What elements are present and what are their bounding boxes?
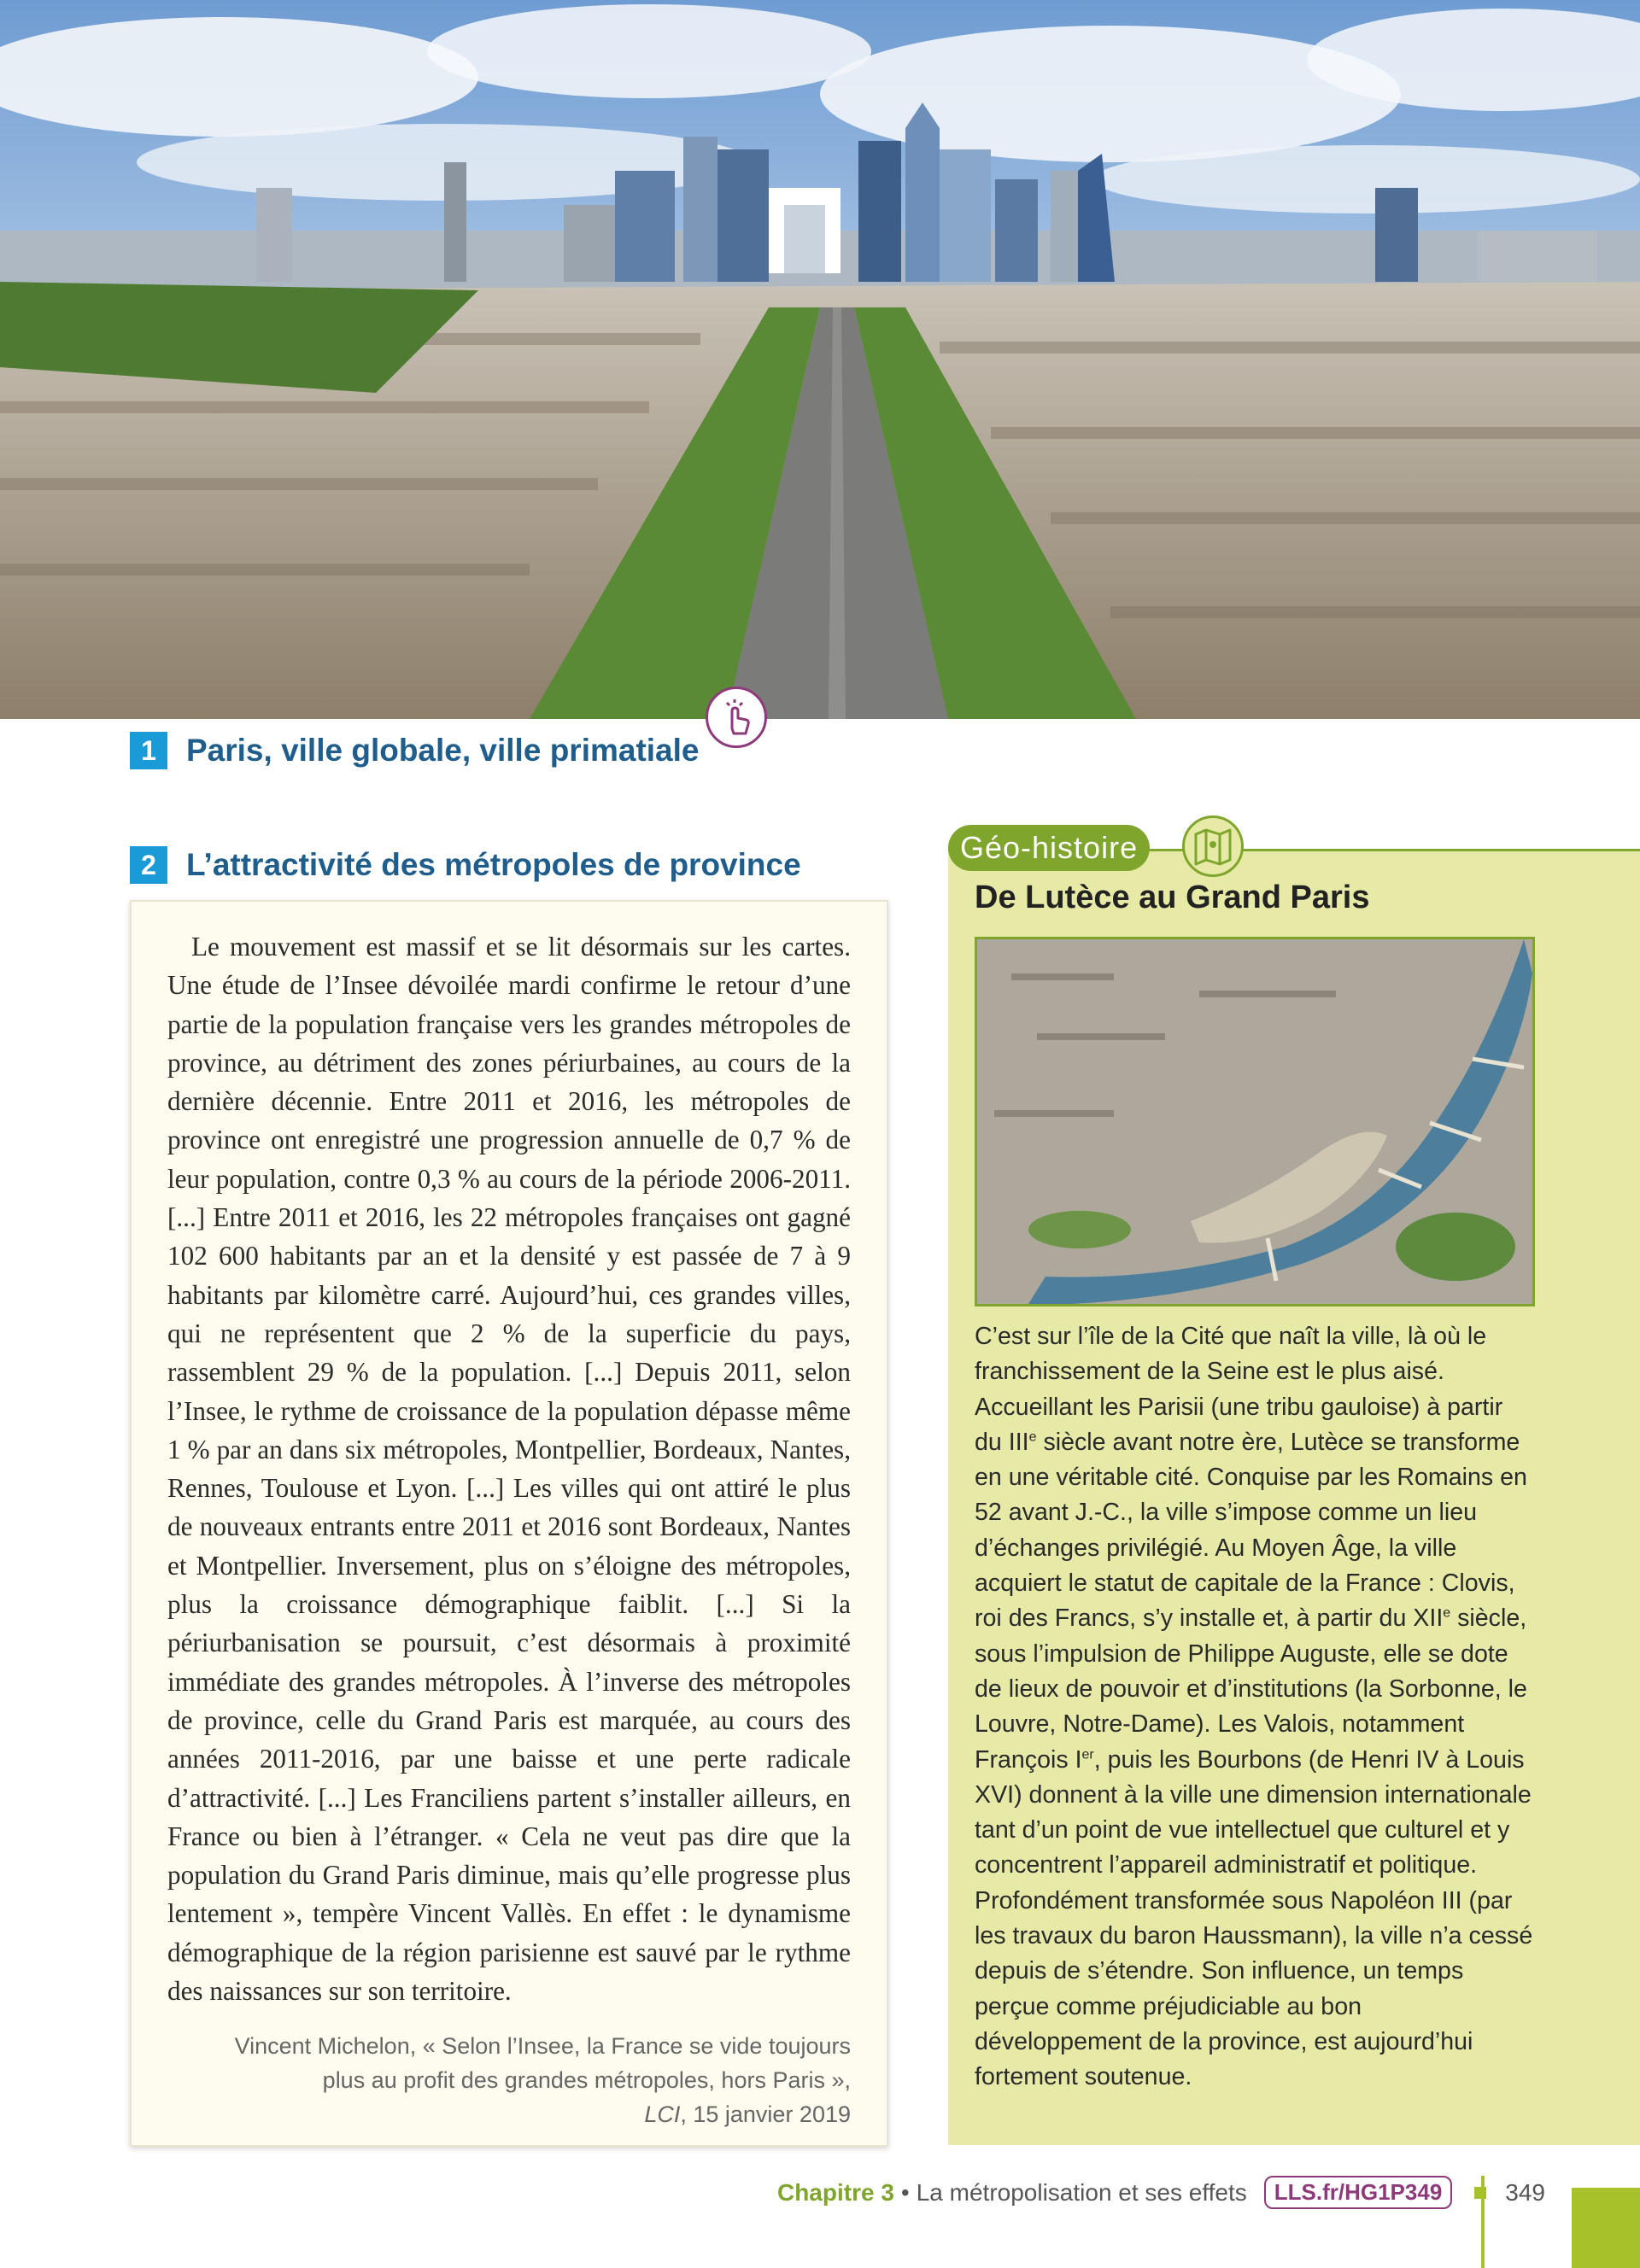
doc1-number: 1 <box>130 732 167 769</box>
doc2-number: 2 <box>130 846 167 884</box>
geo-text-part-4: , puis les Bourbons (de Henri IV à Louis XVI) donnent à la ville une dimension internationale tant d’un point de vue intellectuel que culturel et y concentrent l’appareil administratif et politique. Profondément transformée sous Napoléon III (par les travaux du baron Haussmann), la ville n’a cessé depuis de s’étendre. Son influence, un temps perçue comme préjudiciable au bon développement de la province, est aujourd’hui fortement soutenue. <box>975 1745 1533 2091</box>
doc2-heading <box>130 846 801 884</box>
source-media: LCI <box>644 2101 681 2128</box>
touch-hand-icon[interactable] <box>706 687 767 748</box>
footer-lls-link[interactable]: LLS.fr/HG1P349 <box>1264 2176 1453 2209</box>
footer-separator: • <box>900 2178 910 2206</box>
page-edge-tab <box>1572 2188 1640 2268</box>
doc2-title: L’attractivité des métropoles de province <box>186 847 801 882</box>
geo-text-part-3: siècle, sous l’impulsion de Philippe Auguste, elle se dote de lieux de pouvoir et d’institutions (la Sorbonne, le Louvre, Notre-Dame). Les Valois, notamment François I <box>975 1605 1527 1774</box>
page-number: 349 <box>1505 2178 1545 2206</box>
page-footer <box>777 2176 1545 2209</box>
source-date: , 15 janvier 2019 <box>680 2101 851 2128</box>
geo-sup-2: e <box>1443 1605 1451 1621</box>
doc1-title: Paris, ville globale, ville primatiale <box>186 733 700 768</box>
ile-de-la-cite-aerial-photo <box>975 937 1535 1306</box>
geo-text-part-1: C’est sur l’île de la Cité que naît la ville, là où le franchissement de la Seine est le plus aisé. Accueillant les Parisii (une tribu gauloise) à partir du III <box>975 1323 1503 1456</box>
footer-chapter-title: La métropolisation et ses effets <box>916 2178 1247 2206</box>
hero-photo-paris-la-defense <box>0 0 1640 719</box>
article-source <box>167 2029 851 2131</box>
geo-histoire-text <box>975 1319 1534 2096</box>
geo-histoire-title: De Lutèce au Grand Paris <box>975 880 1370 915</box>
source-line-3 <box>167 2097 851 2131</box>
map-icon <box>1182 815 1244 877</box>
geo-sup-3: er <box>1081 1747 1094 1762</box>
geo-text-part-2: siècle avant notre ère, Lutèce se transforme en une véritable cité. Conquise par les Romains en 52 avant J.-C., la ville s’impose comme un lieu d’échanges privilégié. Au Moyen Âge, la ville acquiert le statut de capitale de la France : Clovis, roi des Francs, s’y installe et, à partir du XII <box>975 1428 1527 1633</box>
article-text: Le mouvement est massif et se lit désormais sur les cartes. Une étude de l’Insee dévoilée mardi confirme le retour d’une partie de la population française vers les grandes métropoles de province, au détriment des zones périurbaines, au cours de la dernière décennie. Entre 2011 et 2016, les métropoles de province ont enregistré une progression annuelle de 0,7 % de leur population, contre 0,3 % au cours de la période 2006-2011. [...] Entre 2011 et 2016, les 22 métropoles françaises ont gagné 102 600 habitants par an et la densité y est passée de 7 à 9 habitants par kilomètre carré. Aujourd’hui, ces grandes villes, qui ne représentent que 2 % de la superficie du pays, rassemblent 29 % de la population. [...] Depuis 2011, selon l’Insee, le rythme de croissance de la population dépasse même 1 % par an dans six métropoles, Montpellier, Bordeaux, Nantes, Rennes, Toulouse et Lyon. [...] Les villes qui ont attiré le plus de nouveaux entrants entre 2011 et 2016 sont Bordeaux, Nantes et Montpellier. Inversement, plus on s’éloigne des métropoles, plus la croissance démographique faiblit. [...] Si la périurbanisation se poursuit, c’est désormais à proximité immédiate des grandes métropoles. À l’inverse des métropoles de province, celle du Grand Paris est marquée, au cours des années 2011-2016, par une baisse et une perte radicale d’attractivité. [...] Les Franciliens partent s’installer ailleurs, en France ou bien à l’étranger. « Cela ne veut pas dire que la population du Grand Paris diminue, mais qu’elle progresse plus lentement », tempère Vincent Vallès. En effet : le dynamisme démographique de la région parisienne est sauvé par le rythme des naissances sur son territoire. <box>167 932 851 2007</box>
article-quote-box <box>130 900 888 2147</box>
geo-sup-1: e <box>1028 1429 1037 1445</box>
doc1-heading <box>130 732 700 769</box>
source-line-1: Vincent Michelon, « Selon l’Insee, la France se vide toujours <box>234 2033 851 2060</box>
geo-histoire-tag: Géo-histoire <box>948 825 1150 871</box>
footer-chapter: Chapitre 3 <box>776 2178 894 2206</box>
source-line-2: plus au profit des grandes métropoles, hors Paris », <box>322 2067 851 2094</box>
footer-vertical-bar <box>1481 2176 1485 2268</box>
